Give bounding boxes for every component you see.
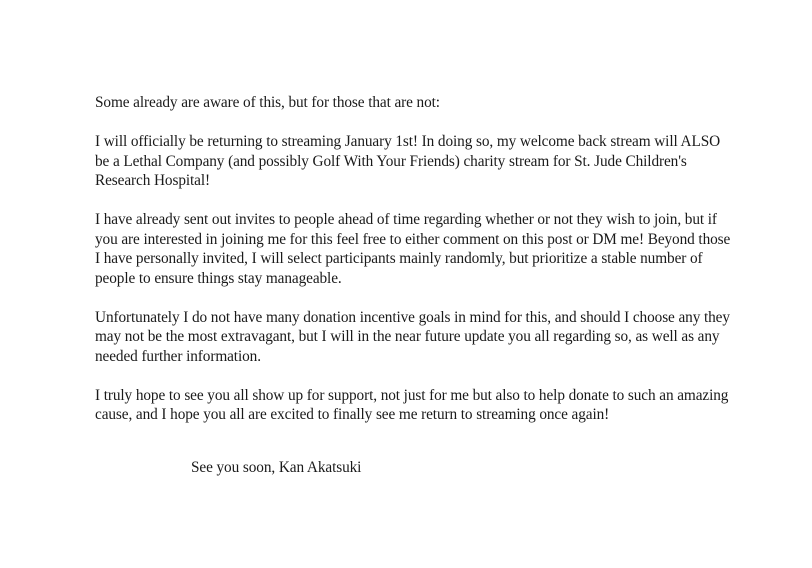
paragraph-intro: Some already are aware of this, but for those that are not: — [95, 94, 440, 111]
paragraph-closing: I truly hope to see you all show up for support, not just for me but also to help donate to such an amazing cause, and I hope you all are excited to finally see me return to streaming once again! — [95, 386, 729, 423]
paragraph-incentives: Unfortunately I do not have many donation incentive goals in mind for this, and should I choose any they may not be the most extravagant, but I will in the near future update you all regarding so, as well as any needed further information. — [95, 308, 730, 365]
paragraph-announcement: I will officially be returning to streaming January 1st! In doing so, my welcome back stream will ALSO be a Lethal Company (and possibly Golf With Your Friends) charity stream for St. Jude Children's Research Hospital! — [95, 133, 721, 189]
signoff: See you soon, Kan Akatsuki — [191, 459, 362, 476]
paragraph-invites: I have already sent out invites to people ahead of time regarding whether or not they wish to join, but if you are interested in joining me for this feel free to either comment on this post or DM me! Beyond those I have personally invited, I will select participants mainly randomly, but prioritize a stable number of people to ensure things stay manageable. — [95, 211, 731, 287]
document-body — [95, 93, 735, 444]
